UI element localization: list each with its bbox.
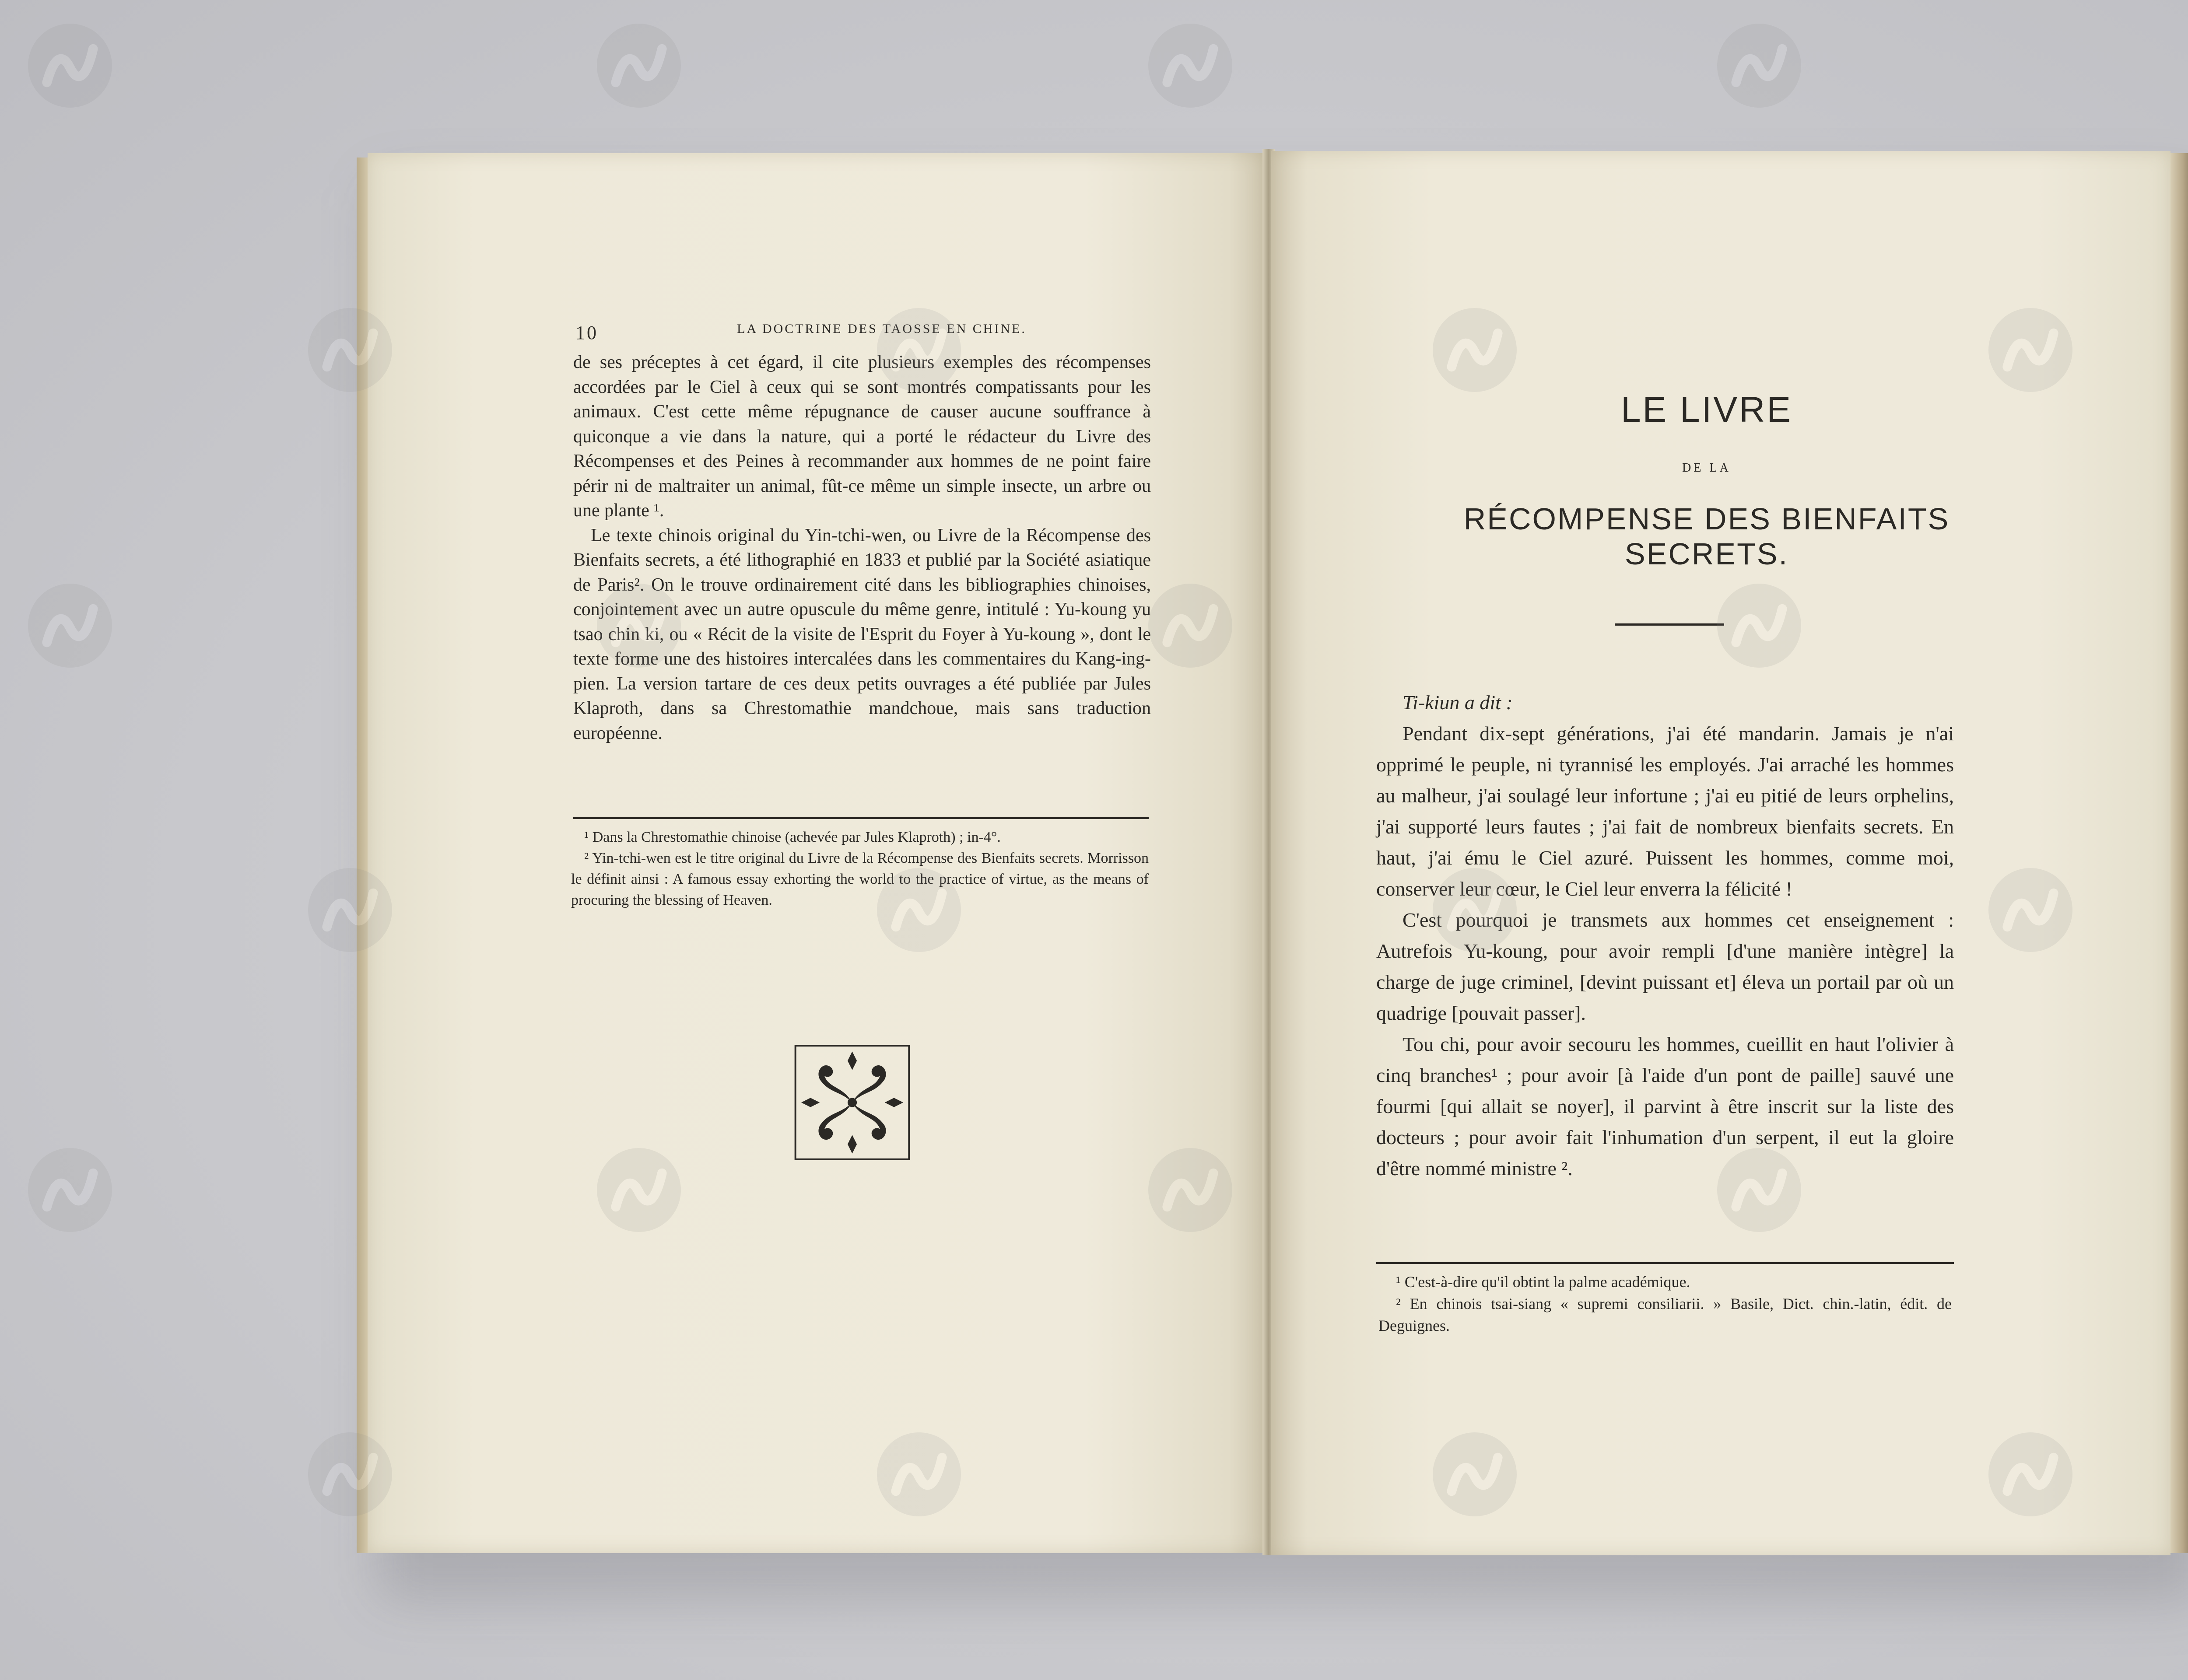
watermark-logo-icon [1978,858,2083,962]
watermark-logo-icon [18,13,123,118]
running-title: LA DOCTRINE DES TAOSSE EN CHINE. [737,322,1027,336]
paragraph: Le texte chinois original du Yin-tchi-wen, ou Livre de la Récompense des Bienfaits secrets, a été lithographié en 1833 et publié par la Société asiatique de Paris². On le trouve ordinairement cité dans les bibliographies chinoises, conjointement avec un autre opuscule du même genre, intitulé : Yu-koung yu tsao chin ki, ou « Récit de la visite de l'Esprit du Foyer à Yu-koung », dont le texte forme une des histoires intercalées dans les commentaires du Kang-ing-pien. La version tartare de ces deux petits ouvrages a été publiée par Jules Klaproth, dans sa Chrestomathie mandchoue, mais sans traduction européenne. [573,525,1151,743]
chapter-title [1378,389,2035,571]
paragraph: C'est pourquoi je transmets aux hommes cet enseignement : Autrefois Yu-koung, pour avoir rempli [d'une manière intègre] la charge de juge criminel, [devint puissant et] éleva un portail par où un quadrige [pouvait passer]. [1376,909,1954,1024]
watermark-logo-icon [586,13,691,118]
footnote-rule [1376,1262,1954,1264]
paragraph: de ses préceptes à cet égard, il cite plusieurs exemples des récompenses accordées par le Ciel à ceux qui se sont montrés compatissants pour les animaux. C'est cette même répugnance de causer aucune souffrance à quiconque a vie dans la nature, qui a porté le rédacteur du Livre des Récompenses et des Peines à recommander aux hommes de ne point faire périr ni de maltraiter un animal, fût-ce même un simple insecte, un arbre ou une plante ¹. [573,352,1151,521]
watermark-logo-icon [586,1138,691,1242]
paragraph: Pendant dix-sept générations, j'ai été mandarin. Jamais je n'ai opprimé le peuple, ni tyrannisé les employés. J'ai arraché les hommes au malheur, j'ai soulagé leur infortune ; j'ai eu pitié de leurs orphelins, j'ai supporté leurs fautes ; j'ai fait de nombreux bienfaits secrets. En haut, j'ai ému le Ciel azuré. Puissent les hommes, comme moi, conserver leur cœur, le Ciel leur enverra la félicité ! [1376,722,1954,900]
watermark-logo-icon [1138,1138,1243,1242]
watermark-logo-icon [1422,1422,1527,1527]
watermark-logo-icon [866,1422,971,1527]
footnote: ¹ C'est-à-dire qu'il obtint la palme académique. [1396,1273,1690,1291]
footnote: ² En chinois tsai-siang « supremi consiliarii. » Basile, Dict. chin.-latin, édit. de Deguignes. [1378,1295,1952,1334]
watermark-logo-icon [18,1138,123,1242]
right-footnotes [1378,1271,1952,1337]
watermark-logo-icon [1422,858,1527,962]
title-line-3: RÉCOMPENSE DES BIENFAITS SECRETS. [1463,502,1950,571]
watermark-logo-icon [866,858,971,962]
left-footnotes [571,827,1149,911]
footnote: ¹ Dans la Chrestomathie chinoise (achevée par Jules Klaproth) ; in-4°. [584,829,1001,845]
title-line-2: DE LA [1682,461,1731,475]
footnote: ² Yin-tchi-wen est le titre original du Livre de la Récompense des Bienfaits secrets. Morrisson le définit ainsi : A famous essay exhorting the world to the practice of virtue, as the means of procuring the blessing of Heaven. [571,850,1149,908]
watermark-logo-icon [1707,13,1812,118]
book-edge-right [2168,153,2188,1553]
watermark-logo-icon [1707,1138,1812,1242]
floral-ornament-icon [794,1043,910,1162]
watermark-logo-icon [1422,298,1527,402]
watermark-logo-icon [298,1422,403,1527]
watermark-logo-icon [1138,13,1243,118]
page-number: 10 [575,322,598,343]
watermark-logo-icon [298,298,403,402]
title-line-1: LE LIVRE [1620,390,1793,430]
paragraph: Tou chi, pour avoir secouru les hommes, cueillit en haut l'olivier à cinq branches¹ ; pour avoir [à l'aide d'un pont de paille] sauvé une fourmi [qui allait se noyer], il parvint à être inscrit sur la liste des docteurs ; pour avoir fait l'inhumation d'un serpent, il eut la gloire d'être nommé ministre ². [1376,1033,1954,1180]
watermark-logo-icon [586,573,691,678]
watermark-logo-icon [1978,298,2083,402]
opening-line: Ti-kiun a dit : [1403,691,1513,714]
watermark-logo-icon [866,298,971,402]
running-head [575,322,1149,344]
watermark-logo-icon [298,858,403,962]
watermark-logo-icon [18,573,123,678]
left-page-body [573,350,1151,746]
watermark-logo-icon [1138,573,1243,678]
watermark-logo-icon [1978,1422,2083,1527]
footnote-rule [573,817,1149,819]
watermark-logo-icon [1707,573,1812,678]
